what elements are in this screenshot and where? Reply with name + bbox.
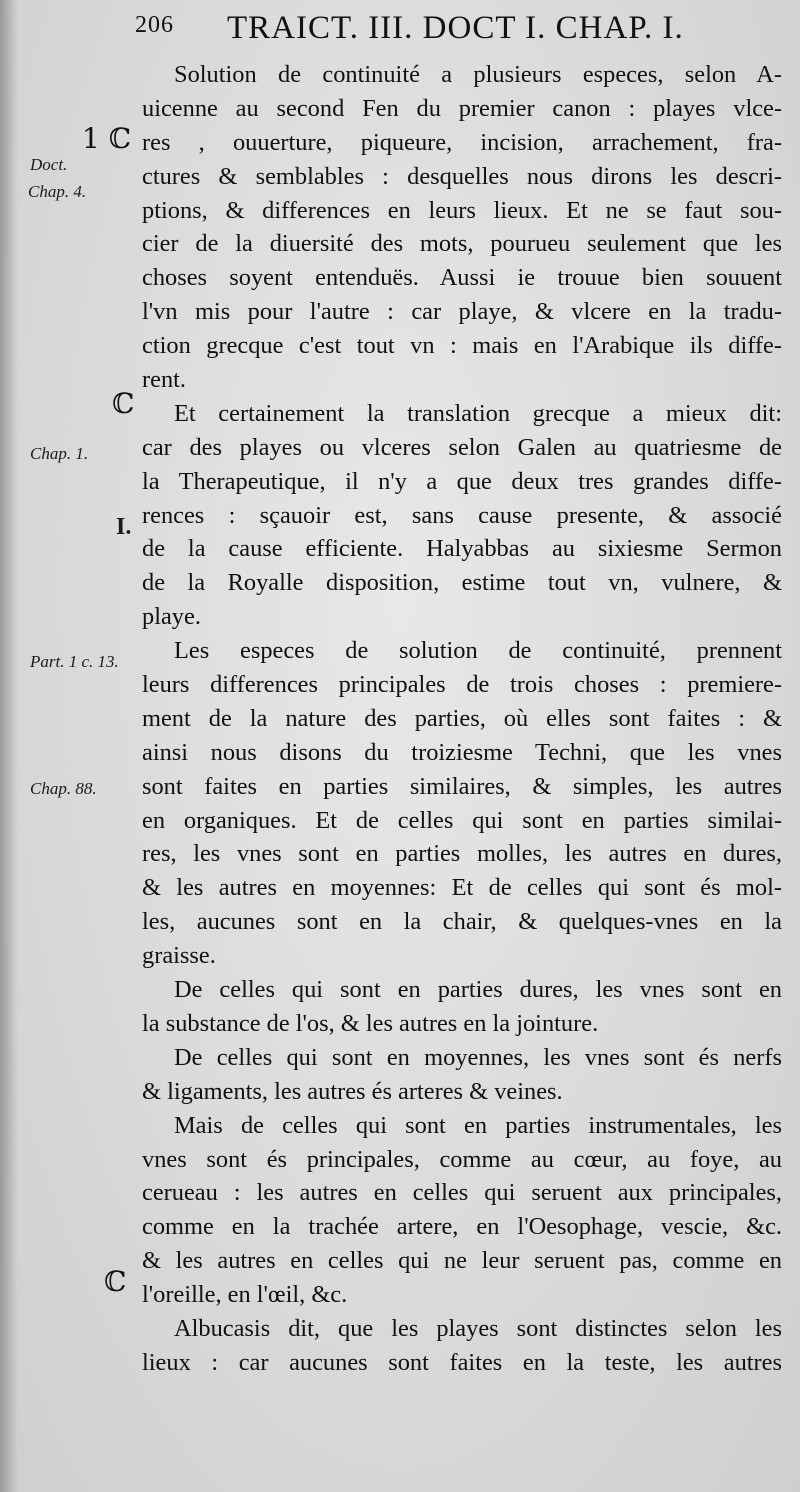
text-line: cier de la diuersité des mots, pourueu seulement que les	[142, 230, 782, 258]
text-line: res , ouuerture, piqueure, incision, arrachement, fra-	[142, 128, 782, 156]
margin-note-chap-1: Chap. 1.	[30, 444, 89, 463]
text-line: choses soyent entenduës. Aussi ie trouue bien souuent	[142, 264, 782, 292]
text-line: l'oreille, en l'œil, &c.	[142, 1281, 348, 1309]
running-title: TRAICT. III. DOCT I. CHAP. I.	[227, 10, 684, 46]
text-line: la Therapeutique, il n'y a que deux tres grandes diffe-	[142, 467, 782, 495]
text-line: rences : sçauoir est, sans cause presente, & associé	[142, 501, 782, 529]
text-line: car des playes ou vlceres selon Galen au quatriesme de	[142, 433, 782, 461]
text-line: De celles qui sont en moyennes, les vnes sont és nerfs	[174, 1043, 782, 1071]
text-line: en organiques. Et de celles qui sont en parties similai-	[142, 806, 782, 834]
text-line: De celles qui sont en parties dures, les vnes sont en	[174, 976, 782, 1004]
text-line: ction grecque c'est tout vn : mais en l'Arabique ils diffe-	[142, 332, 782, 360]
text-line: ment de la nature des parties, où elles sont faites : &	[142, 704, 782, 732]
text-line: vnes sont és principales, comme au cœur, au foye, au	[142, 1145, 782, 1173]
text-line: de la cause efficiente. Halyabbas au sixiesme Sermon	[142, 535, 782, 563]
margin-note-chap-4: Chap. 4.	[28, 182, 87, 201]
text-line: comme en la trachée artere, en l'Oesophage, vescie, &c.	[142, 1213, 782, 1241]
body-text	[142, 58, 782, 1380]
text-line: la substance de l'os, & les autres en la jointure.	[142, 1009, 599, 1037]
margin-note-chap-88: Chap. 88.	[30, 779, 97, 798]
text-line: res, les vnes sont en parties molles, les autres en dures,	[142, 840, 782, 868]
text-line: l'vn mis pour l'autre : car playe, & vlcere en la tradu-	[142, 298, 782, 326]
text-line: & les autres en celles qui ne leur seruent pas, comme en	[142, 1247, 782, 1275]
text-line: & les autres en moyennes: Et de celles qui sont és mol-	[142, 874, 782, 902]
running-head	[135, 10, 775, 50]
text-line: playe.	[142, 603, 201, 631]
margin-note-numeral-i: I.	[116, 514, 132, 540]
text-line: cerueau : les autres en celles qui seruent aux principales,	[142, 1179, 782, 1207]
margin-note-part: Part. 1 c. 13.	[30, 652, 119, 671]
text-line: Solution de continuité a plusieurs especes, selon A-	[174, 61, 782, 88]
text-line: Et certainement la translation grecque a mieux dit:	[174, 399, 782, 427]
paragraph-mark-2: ℂ	[112, 387, 135, 420]
margin-note-doct: Doct.	[30, 155, 68, 174]
text-line: graisse.	[142, 942, 216, 970]
text-line: ainsi nous disons du troiziesme Techni, que les vnes	[142, 738, 782, 766]
text-line: & ligaments, les autres és arteres & veines.	[142, 1077, 563, 1105]
page-number: 206	[135, 12, 174, 38]
paragraph-mark-3: ℂ	[104, 1265, 127, 1298]
text-line: Albucasis dit, que les playes sont distinctes selon les	[174, 1314, 782, 1342]
text-line: lieux : car aucunes sont faites en la teste, les autres	[142, 1348, 782, 1376]
text-line: rent.	[142, 366, 187, 394]
text-line: uicenne au second Fen du premier canon : playes vlce-	[142, 94, 782, 122]
margin-notes	[0, 0, 140, 1492]
text-line: leurs differences principales de trois choses : premiere-	[142, 671, 782, 699]
text-line: les, aucunes sont en la chair, & quelques-vnes en la	[142, 908, 782, 936]
text-line: Les especes de solution de continuité, prennent	[174, 637, 782, 665]
text-line: Mais de celles qui sont en parties instrumentales, les	[174, 1111, 782, 1139]
text-line: de la Royalle disposition, estime tout vn, vulnere, &	[142, 569, 782, 597]
text-line: ctures & semblables : desquelles nous dirons les descri-	[142, 162, 782, 190]
paragraph-mark-1: 1 ℂ	[82, 122, 131, 155]
text-line: sont faites en parties similaires, & simples, les autres	[142, 772, 782, 800]
text-line: ptions, & differences en leurs lieux. Et ne se faut sou-	[142, 196, 782, 224]
